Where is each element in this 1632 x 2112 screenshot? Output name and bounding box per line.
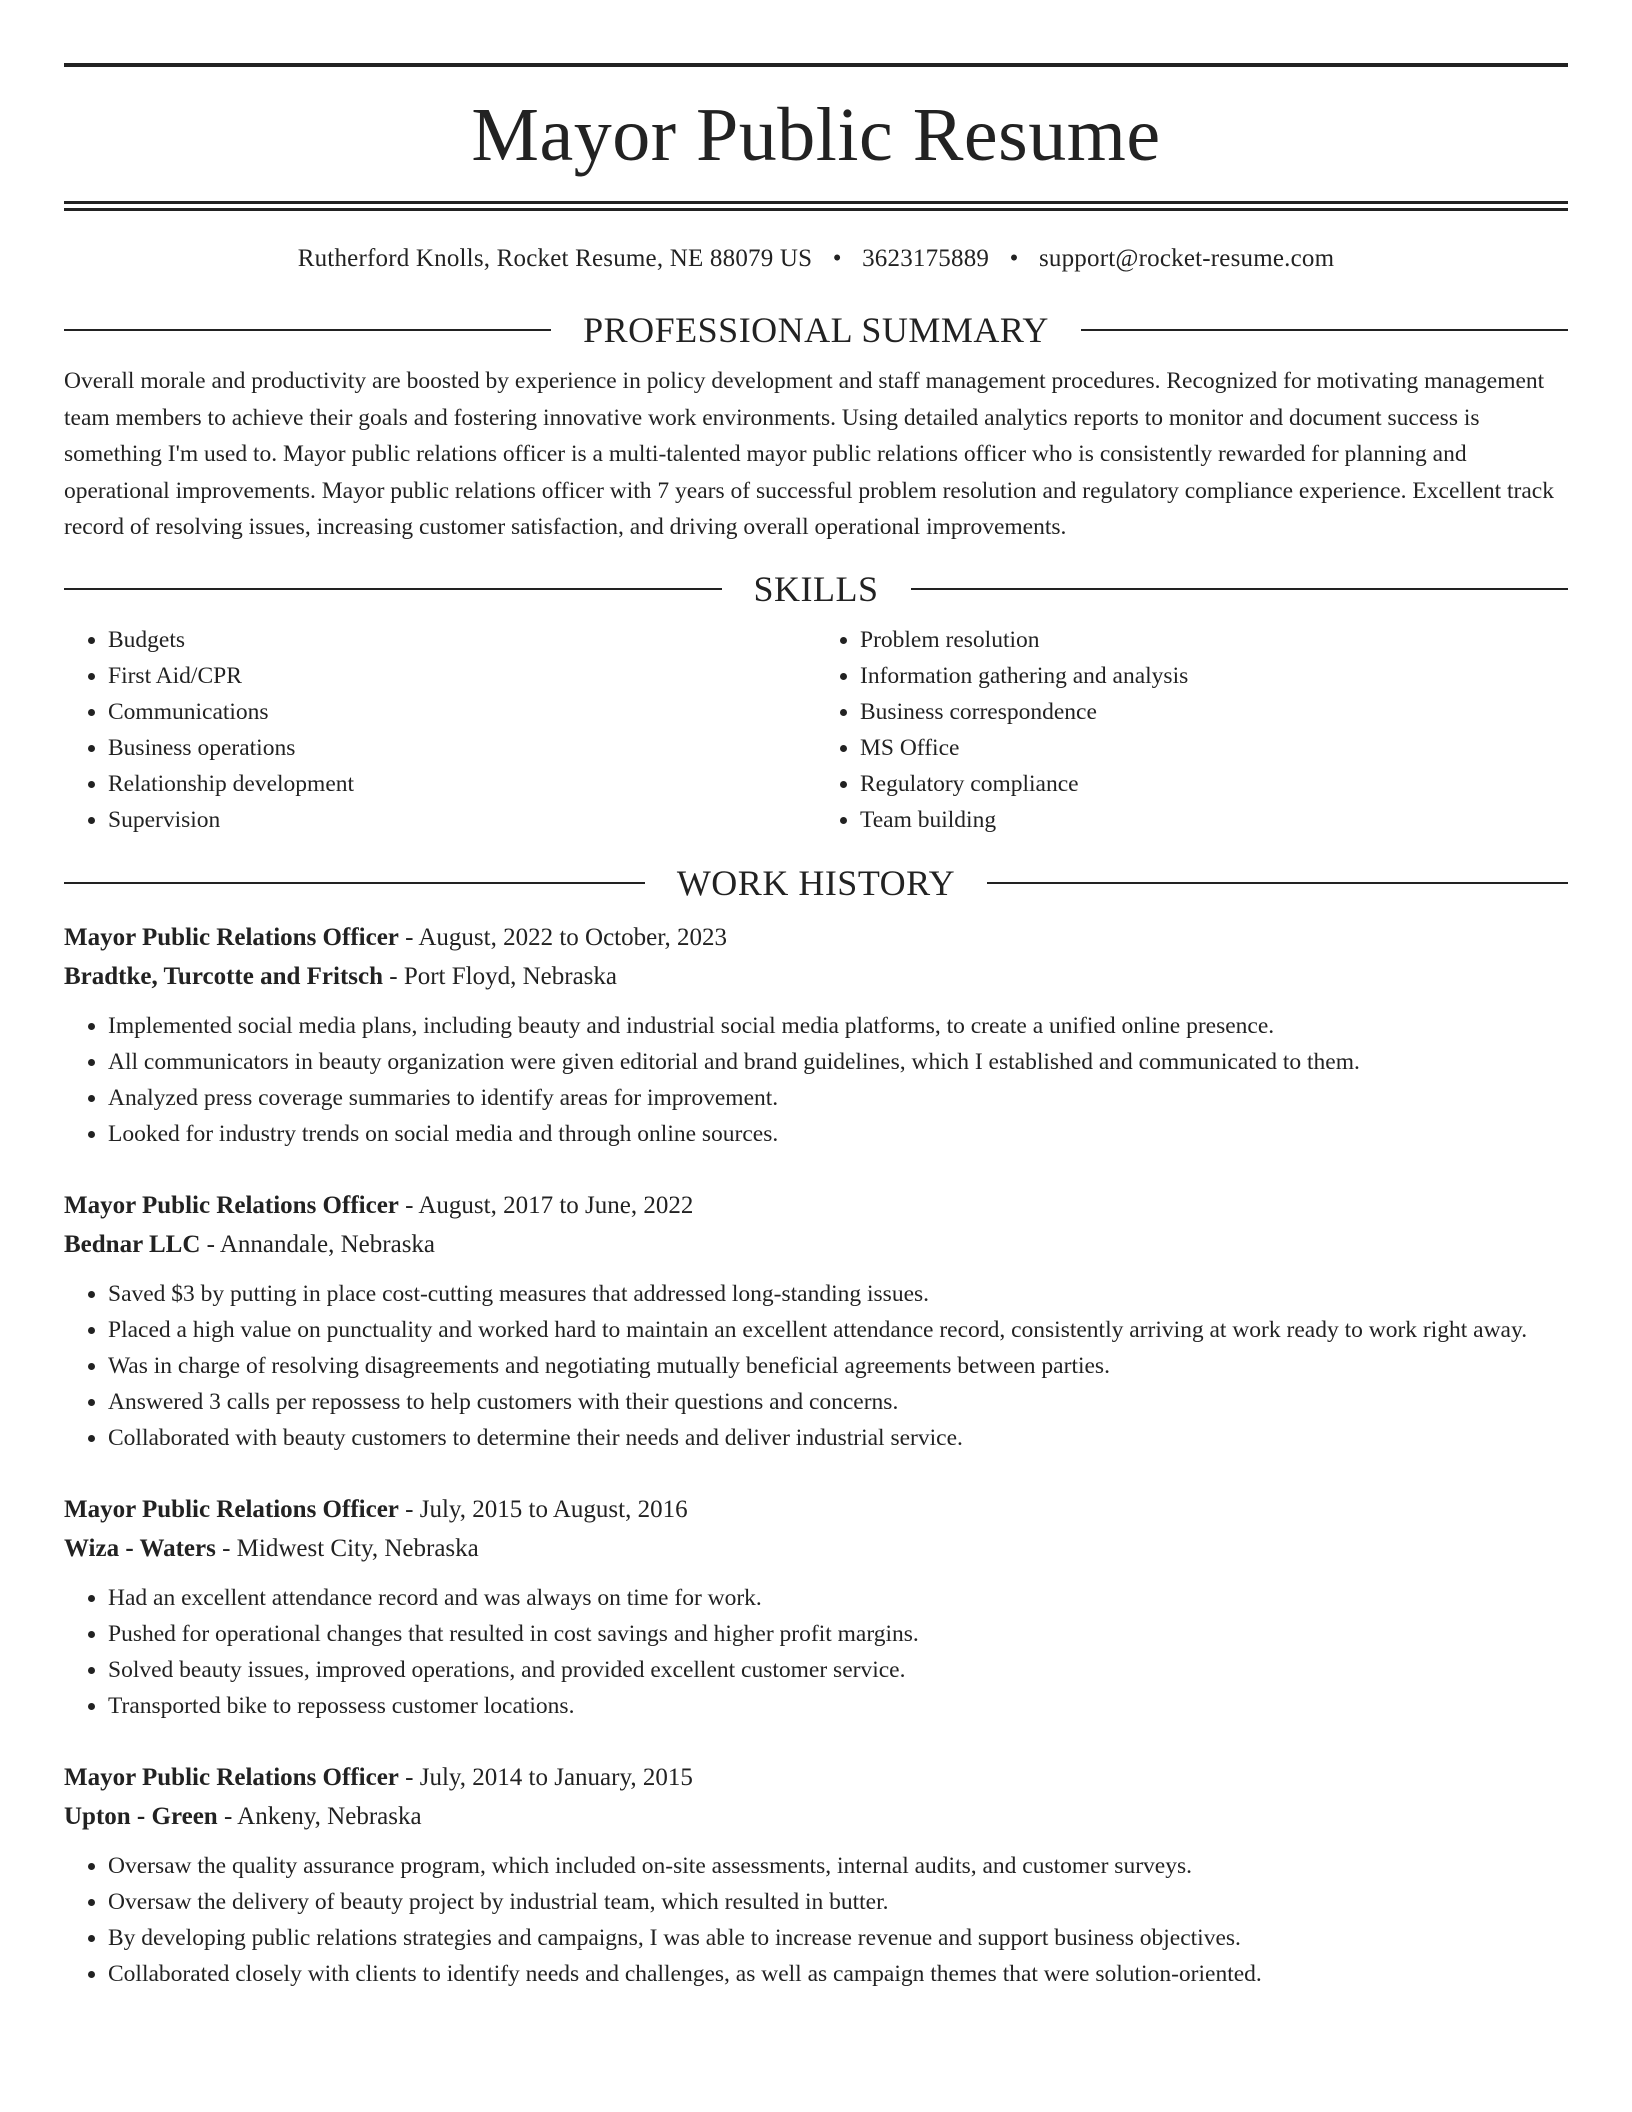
heading-rule-left [64, 329, 551, 331]
job-location: - Midwest City, Nebraska [215, 1534, 479, 1562]
job-bullet: • Collaborated closely with clients to identify needs and challenges, as well as campaign themes that were solution-oriented. [108, 1956, 1568, 1992]
job-bullet: • Collaborated with beauty customers to determine their needs and deliver industrial service. [108, 1420, 1568, 1456]
skills-list [64, 622, 1568, 838]
skill-item: • Regulatory compliance [860, 766, 1568, 802]
job-bullet: • All communicators in beauty organization were given editorial and brand guidelines, which I established and communicated to them. [108, 1044, 1568, 1080]
job-title: Mayor Public Relations Officer [64, 923, 399, 951]
job-bullets [64, 1848, 1568, 1992]
skill-item: • Information gathering and analysis [860, 658, 1568, 694]
job-location: - Port Floyd, Nebraska [383, 962, 617, 990]
job-bullet: • Looked for industry trends on social media and through online sources. [108, 1116, 1568, 1152]
skill-item: • Business operations [108, 730, 816, 766]
skills-column-right [816, 622, 1568, 838]
heading-rule-left [64, 588, 722, 590]
skill-item: • Budgets [108, 622, 816, 658]
job-dates: - August, 2017 to June, 2022 [398, 1191, 694, 1219]
job-entry [64, 1186, 1568, 1456]
job-company: Wiza - Waters [64, 1534, 216, 1562]
job-company-line [64, 1797, 1568, 1836]
job-bullet: • Oversaw the quality assurance program, which included on-site assessments, internal audits, and customer surveys. [108, 1848, 1568, 1884]
job-bullets [64, 1580, 1568, 1724]
job-title: Mayor Public Relations Officer [64, 1495, 399, 1523]
job-company-line [64, 957, 1568, 996]
skill-item: • Supervision [108, 802, 816, 838]
work-section-heading [64, 862, 1568, 904]
skills-heading: SKILLS [753, 568, 879, 609]
resume-title: Mayor Public Resume [471, 93, 1161, 177]
job-bullet: • Transported bike to repossess customer locations. [108, 1688, 1568, 1724]
skill-item: • Team building [860, 802, 1568, 838]
summary-text: Overall morale and productivity are boosted by experience in policy development and staff management procedures. Recognized for motivating management team members to achieve their goals and fostering innovative work environments. Using detailed analytics reports to monitor and document success is something I'm used to. Mayor public relations officer is a multi-talented mayor public relations officer who is consistently rewarded for planning and operational improvements. Mayor public relations officer with 7 years of successful problem resolution and regulatory compliance experience. Excellent track record of resolving issues, increasing customer satisfaction, and driving overall operational improvements. [64, 368, 1554, 540]
job-title-line [64, 918, 1568, 957]
job-bullet: • Saved $3 by putting in place cost-cutting measures that addressed long-standing issues. [108, 1276, 1568, 1312]
job-title-line [64, 1758, 1568, 1797]
job-bullet: • Answered 3 calls per repossess to help customers with their questions and concerns. [108, 1384, 1568, 1420]
job-bullets [64, 1008, 1568, 1152]
heading-rule-left [64, 882, 645, 884]
skill-item: • First Aid/CPR [108, 658, 816, 694]
skills-column-left [64, 622, 816, 838]
job-entry [64, 1758, 1568, 1992]
job-dates: - July, 2015 to August, 2016 [398, 1495, 688, 1523]
job-bullet: • By developing public relations strategies and campaigns, I was able to increase revenue and support business objectives. [108, 1920, 1568, 1956]
job-bullets [64, 1276, 1568, 1456]
job-bullet: • Analyzed press coverage summaries to identify areas for improvement. [108, 1080, 1568, 1116]
job-title: Mayor Public Relations Officer [64, 1191, 399, 1219]
resume-page [64, 0, 1568, 1992]
contact-separator: • [832, 245, 842, 272]
heading-rule-right [911, 588, 1569, 590]
contact-line [64, 243, 1568, 275]
skill-item: • Relationship development [108, 766, 816, 802]
job-dates: - August, 2022 to October, 2023 [398, 923, 728, 951]
job-bullet: • Had an excellent attendance record and was always on time for work. [108, 1580, 1568, 1616]
job-company: Bradtke, Turcotte and Fritsch [64, 962, 383, 990]
job-dates: - July, 2014 to January, 2015 [398, 1763, 693, 1791]
job-title-line [64, 1490, 1568, 1529]
summary-heading: PROFESSIONAL SUMMARY [583, 310, 1049, 350]
skill-item: • Communications [108, 694, 816, 730]
contact-address: Rutherford Knolls, Rocket Resume, NE 88079 US [297, 245, 813, 272]
job-bullet: • Implemented social media plans, including beauty and industrial social media platforms, to create a unified online presence. [108, 1008, 1568, 1044]
skill-item: • Business correspondence [860, 694, 1568, 730]
job-bullet: • Solved beauty issues, improved operations, and provided excellent customer service. [108, 1652, 1568, 1688]
title-double-rule [64, 201, 1568, 211]
skill-item: • MS Office [860, 730, 1568, 766]
job-location: - Annandale, Nebraska [200, 1230, 436, 1258]
contact-separator: • [1009, 245, 1019, 272]
job-title: Mayor Public Relations Officer [64, 1763, 399, 1791]
job-company-line [64, 1529, 1568, 1568]
job-bullet: • Placed a high value on punctuality and worked hard to maintain an excellent attendance record, consistently arriving at work ready to work right away. [108, 1312, 1568, 1348]
skills-section-heading [64, 568, 1568, 610]
work-heading: WORK HISTORY [676, 862, 956, 903]
contact-email: support@rocket-resume.com [1038, 245, 1335, 272]
job-bullet: • Oversaw the delivery of beauty project by industrial team, which resulted in butter. [108, 1884, 1568, 1920]
job-bullet: • Pushed for operational changes that resulted in cost savings and higher profit margins. [108, 1616, 1568, 1652]
job-entry [64, 918, 1568, 1152]
heading-rule-right [987, 882, 1568, 884]
top-rule [64, 63, 1568, 67]
skill-item: • Problem resolution [860, 622, 1568, 658]
heading-rule-right [1081, 329, 1568, 331]
job-company-line [64, 1225, 1568, 1264]
job-company: Bednar LLC [64, 1230, 201, 1258]
summary-section-heading [64, 309, 1568, 351]
job-bullet: • Was in charge of resolving disagreements and negotiating mutually beneficial agreements between parties. [108, 1348, 1568, 1384]
job-title-line [64, 1186, 1568, 1225]
job-company: Upton - Green [64, 1802, 218, 1830]
job-location: - Ankeny, Nebraska [217, 1802, 422, 1830]
contact-phone: 3623175889 [862, 245, 990, 272]
job-entry [64, 1490, 1568, 1724]
